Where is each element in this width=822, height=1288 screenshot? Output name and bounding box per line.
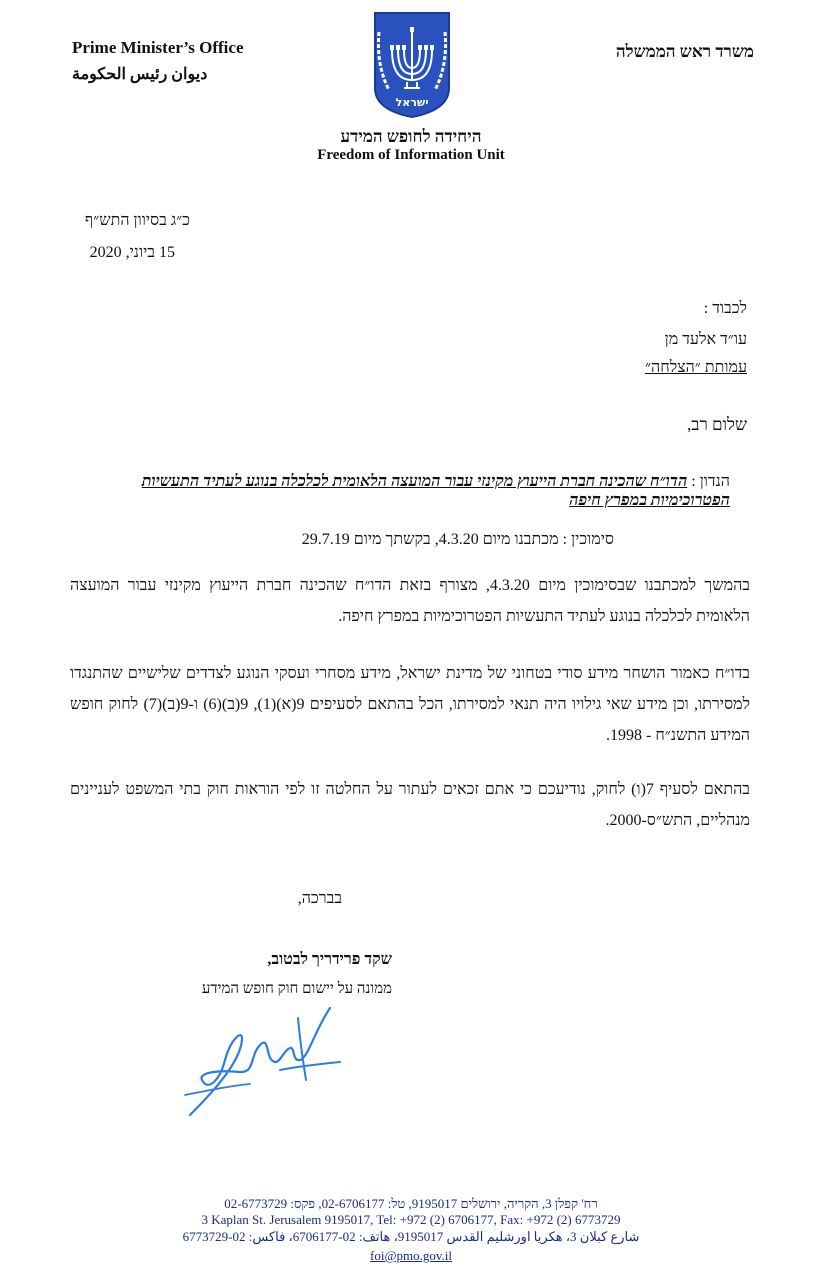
subject-label: הנדון : [687, 473, 730, 490]
addressee-org: עמותת ״הצלחה״ [644, 359, 747, 376]
state-emblem-icon [371, 10, 453, 120]
org-name-hebrew: משרד ראש הממשלה [615, 42, 754, 61]
greeting: שלום רב, [687, 415, 747, 434]
emblem-label: ישראל [395, 96, 429, 109]
unit-name-english: Freedom of Information Unit [317, 147, 505, 163]
handwritten-signature [180, 1000, 350, 1125]
date-gregorian: 15 ביוני, 2020 [89, 244, 175, 261]
body-paragraph-1: בהמשך למכתבנו שבסימוכין מיום 4.3.20, מצורף בזאת הדו״ח שהכינה חברת הייעוץ מקינזי עבור המועצה הלאומית לכלכלה בנוגע לעתיד התעשיות הפטרוכימיות במפרץ חיפה. [70, 577, 751, 625]
subject-line [70, 472, 730, 510]
footer-address-arabic: شارع كبلان 3، هكريا اورشليم القدس 9195017، هاتف: 02-6706177، فاكس: 02-6773729 [182, 1229, 640, 1244]
signer-title: ממונה על יישום חוק חופש המידע [201, 981, 392, 997]
addressee-label: לכבוד : [703, 300, 747, 317]
signer-name: שקד פרידריך לבטוב, [267, 951, 392, 968]
footer-email-link[interactable]: foi@pmo.gov.il [370, 1248, 452, 1263]
subject-text: הדו״ח שהכינה חברת הייעוץ מקינזי עבור המועצה הלאומית לכלכלה בנוגע לעתיד התעשיות הפטרוכימיות במפרץ חיפה [141, 473, 730, 509]
footer-address-hebrew: רח' קפלן 3, הקריה, ירושלים 9195017, טל: 02-6706177, פקס: 02-6773729 [224, 1196, 598, 1211]
org-name-arabic: ديوان رئيس الحكومة [72, 66, 208, 83]
date-hebrew: כ״ג בסיוון התש״ף [84, 212, 190, 229]
body-paragraph-3: בהתאם לסעיף 7(ו) לחוק, נודיעכם כי אתם זכאים לעתור על החלטה זו לפי הוראות חוק בתי המשפט לעניינים מנהליים, התש״ס-2000. [70, 781, 750, 829]
closing: בברכה, [297, 890, 342, 907]
unit-name-hebrew: היחידה לחופש המידע [340, 127, 482, 146]
footer-address-english: 3 Kaplan St. Jerusalem 9195017, Tel: +972 (2) 6706177, Fax: +972 (2) 6773729 [201, 1212, 621, 1227]
body-paragraph-2: בדו״ח כאמור הושחר מידע סודי בטחוני של מדינת ישראל, מידע מסחרי ועסקי הנוגע לצדדים שלישיים שהתנגדו למסירתו, וכן מידע שאי גילויו היה תנאי למסירתו, הכל בהתאם לסעיפים 9(א)(1), 9(ב)(6) ו-9(ב)(7) לחוק חופש המידע התשנ״ח - 1998. [70, 665, 751, 744]
org-name-english: Prime Minister’s Office [72, 38, 244, 57]
addressee-name: עו״ד אלעד מן [664, 331, 747, 348]
reference-line: סימוכין : מכתבנו מיום 4.3.20, בקשתך מיום 29.7.19 [301, 531, 614, 548]
